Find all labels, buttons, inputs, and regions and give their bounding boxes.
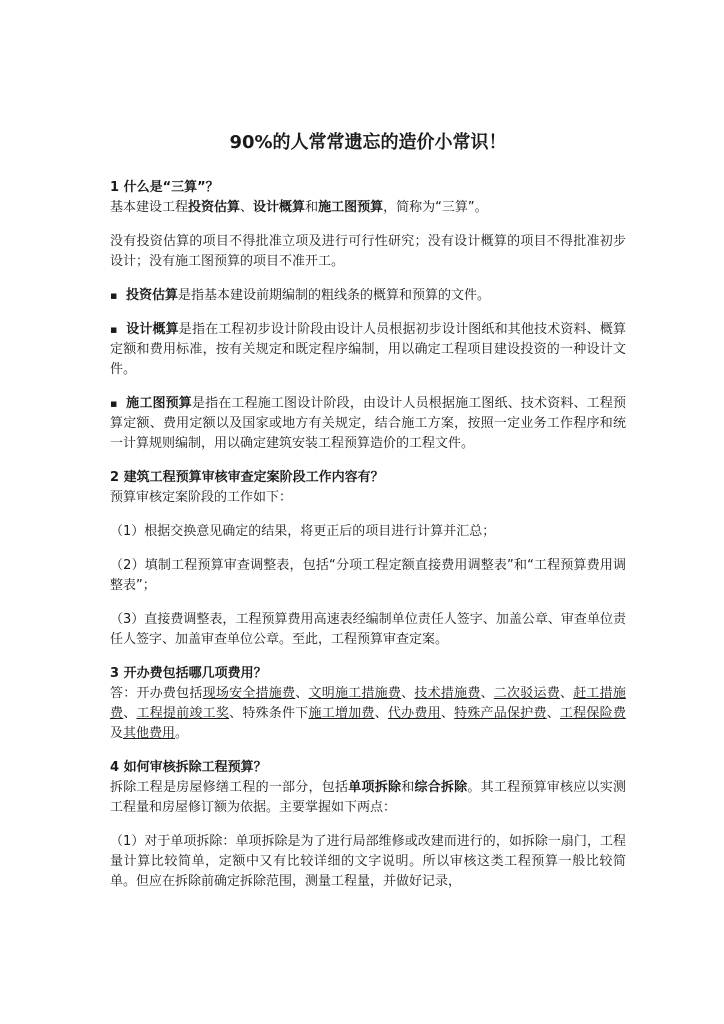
section-2-heading: 2 建筑工程预算审核审查定案阶段工作内容有？	[110, 470, 384, 485]
intro-text: 拆除工程是房屋修缮工程的一部分，包括	[110, 780, 349, 795]
fee-item: 工程保险费	[559, 706, 626, 721]
section-1-paragraph: 没有投资估算的项目不得批准立项及进行可行性研究；没有设计概算的项目不得批准初步设计；没有施工图预算的项目不准开工。	[110, 234, 626, 269]
section-2-item-2: （2）填制工程预算审查调整表，包括“分项工程定额直接费用调整表”和“工程预算费用调整表”；	[110, 558, 626, 593]
section-3-heading: 3 开办费包括哪几项费用？	[110, 666, 267, 681]
section-4-item-1: （1）对于单项拆除：单项拆除是为了进行局部维修或改建而进行的，如拆除一扇门，工程量计算比较简单，定额中又有比较详细的文字说明。所以审核这类工程预算一般比较简单。但应在拆除前确定拆除范围，测量工程量，并做好记录，	[110, 834, 626, 889]
bullet-design-estimate	[110, 320, 626, 380]
sep: 、	[374, 706, 388, 721]
intro-end: 。其工程预算审核应以实测工程量和房屋修订额为依据。主要掌握如下两点：	[110, 780, 626, 815]
section-3-answer	[110, 684, 626, 744]
bullet-construction-budget	[110, 394, 626, 454]
fee-item: 代办费用	[387, 706, 441, 721]
sep: 、	[401, 686, 415, 701]
bullet-term: 设计概算	[126, 322, 179, 337]
intro-and: 和	[305, 200, 319, 215]
fee-item: 文明施工措施费	[308, 686, 402, 701]
sep: 、	[123, 706, 137, 721]
sep: 、	[546, 706, 560, 721]
section-4-intro	[110, 778, 626, 818]
sep: 、	[480, 686, 494, 701]
answer-prefix: 答：开办费包括	[110, 686, 203, 701]
sep: 、	[229, 706, 243, 721]
term-single-demolition: 单项拆除	[348, 780, 402, 795]
sep: 、	[295, 686, 309, 701]
intro-text: 基本建设工程	[110, 200, 189, 215]
and: 及	[110, 726, 124, 741]
bullet-term: 施工图预算	[126, 396, 192, 411]
term-comprehensive-demolition: 综合拆除	[414, 780, 468, 795]
fee-item: 赶工措施费	[110, 686, 626, 721]
intro-end: ，简称为“三算”。	[383, 200, 488, 215]
intro-and: 和	[401, 780, 415, 795]
section-2-intro: 预算审核定案阶段的工作如下：	[110, 490, 293, 505]
term-design-estimate: 设计概算	[253, 200, 306, 215]
section-1-heading: 1 什么是“三算”？	[110, 180, 219, 195]
intro-sep: 、	[240, 200, 254, 215]
bullet-text: 是指在工程施工图设计阶段，由设计人员根据施工图纸、技术资料、工程预算定额、费用定额以及国家或地方有关规定，结合施工方案，按照一定业务工作程序和统一计算规则编制，用以确定建筑安装工程预算造价的工程文件。	[110, 396, 626, 451]
fee-item: 特殊产品保护费	[454, 706, 547, 721]
fee-item: 现场安全措施费	[202, 686, 296, 701]
fee-item: 技术措施费	[414, 686, 481, 701]
section-1-intro	[110, 198, 626, 218]
section-2-item-1: （1）根据交换意见确定的结果，将更正后的项目进行计算并汇总；	[110, 524, 496, 539]
fee-item: 工程提前竣工奖	[136, 706, 230, 721]
section-4-heading: 4 如何审核拆除工程预算？	[110, 760, 267, 775]
bullet-investment-estimate	[110, 286, 626, 306]
bullet-text: 是指在工程初步设计阶段由设计人员根据初步设计图纸和其他技术资料、概算定额和费用标准，按有关规定和既定程序编制，用以确定工程项目建设投资的一种设计文件。	[110, 322, 626, 377]
fee-item: 施工增加费	[308, 706, 375, 721]
document-page	[110, 130, 626, 906]
term-investment-estimate: 投资估算	[188, 200, 241, 215]
end: 。	[175, 726, 189, 741]
fee-item-prefix: 特殊条件下	[242, 706, 309, 721]
sep: 、	[440, 706, 455, 721]
sep: 、	[559, 686, 574, 701]
bullet-text: 是指基本建设前期编制的粗线条的概算和预算的文件。	[178, 288, 491, 303]
fee-item: 二次驳运费	[493, 686, 560, 701]
page-title: 90%的人常常遗忘的造价小常识！	[229, 132, 507, 153]
fee-item: 其他费用	[123, 726, 176, 741]
section-2-item-3: （3）直接费调整表，工程预算费用高速表经编制单位责任人签字、加盖公章、审查单位责任人签字、加盖审查单位公章。至此，工程预算审查定案。	[110, 612, 626, 647]
term-construction-budget: 施工图预算	[318, 200, 384, 215]
bullet-term: 投资估算	[126, 288, 179, 303]
